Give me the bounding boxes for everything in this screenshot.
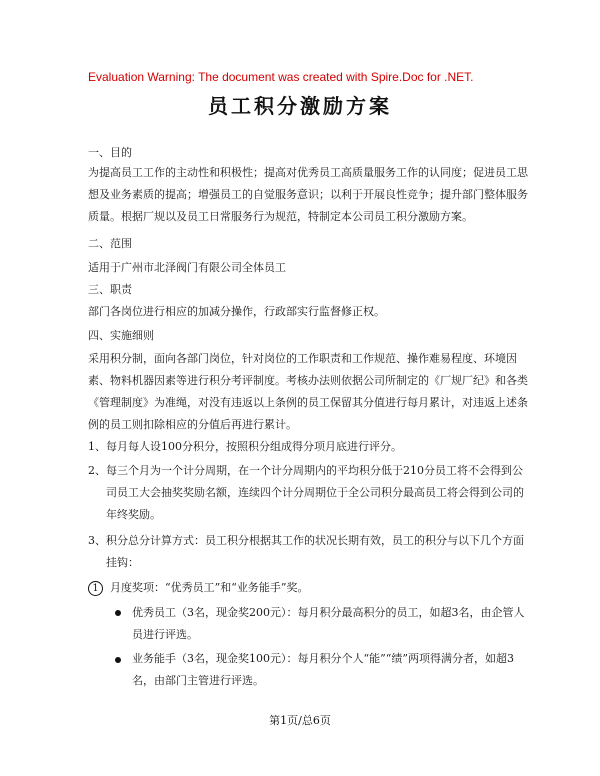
item-3-text: 积分总分计算方式：员工积分根据其工作的状况长期有效，员工的积分与以下几个方面挂钩： [106,534,524,569]
item-1-number: 1、 [88,440,106,453]
item-2-number: 2、 [88,464,106,477]
page-footer: 第1页/总6页 [269,714,331,727]
section-1-text: 为提高员工工作的主动性和积极性；提高对优秀员工高质量服务工作的认同度；促进员工思想及业务素质的提高；增强员工的自觉服务意识；以利于开展良性竞争；提升部门整体服务质量。根据厂规以及员工日常服务行为规范，特制定本公司员工积分激励方案。 [88,166,528,223]
section-1-heading: 一、目的 [88,146,132,159]
section-4-heading: 四、实施细则 [88,329,154,342]
sub-item-1-text: 月度奖项：“优秀员工”和“业务能手”奖。 [110,581,309,594]
section-3-heading: 三、职责 [88,283,132,296]
section-2-text: 适用于广州市北泽阀门有限公司全体员工 [88,261,286,274]
item-1-text: 每月每人设100分积分，按照积分组成得分项月底进行评分。 [106,440,402,453]
circled-number-1: 1 [88,581,103,596]
bullet-1-text: 优秀员工（3名，现金奖200元）：每月积分最高积分的员工，如超3名，由企管人员进行评选。 [132,606,525,641]
bullet-dot [115,657,121,663]
bullet-dot [115,610,121,616]
section-3-text: 部门各岗位进行相应的加减分操作，行政部实行监督修正权。 [88,305,385,318]
item-3-number: 3、 [88,534,106,547]
document-title: 员工积分激励方案 [208,94,392,118]
evaluation-warning: Evaluation Warning: The document was created with Spire.Doc for .NET. [88,70,474,84]
bullet-2-text: 业务能手（3名，现金奖100元）：每月积分个人“能”“绩”两项得满分者，如超3名，由部门主管进行评选。 [132,652,514,687]
item-2-text: 每三个月为一个计分周期，在一个计分周期内的平均积分低于210分员工将不会得到公司员工大会抽奖奖励名额，连续四个计分周期位于全公司积分最高员工将会得到公司的年终奖励。 [106,464,524,521]
section-2-heading: 二、范围 [88,237,132,250]
section-4-text: 采用积分制，面向各部门岗位，针对岗位的工作职责和工作规范、操作难易程度、环境因素、物料机器因素等进行积分考评制度。考核办法则依据公司所制定的《厂规厂纪》和各类《管理制度》为准绳，对没有违返以上条例的员工保留其分值进行每月累计，对违返上述条例的员工则扣除相应的分值后再进行累计。 [88,352,528,431]
